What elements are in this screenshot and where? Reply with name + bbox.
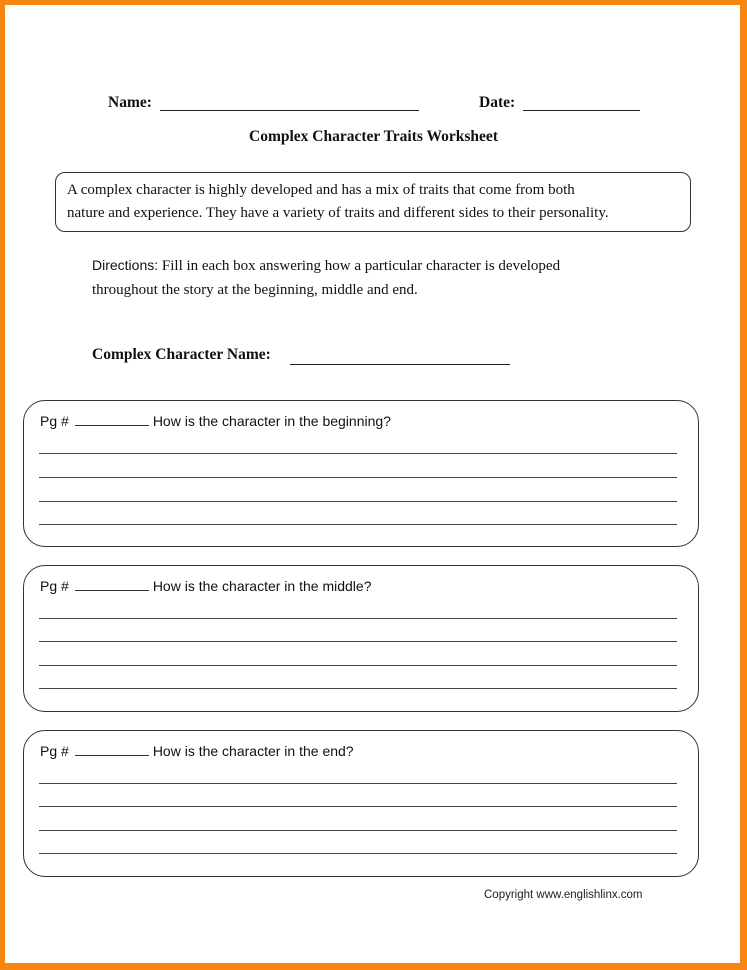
answer-box-middle — [23, 565, 699, 712]
answer-line-4[interactable] — [39, 524, 677, 525]
answer-line-1[interactable] — [39, 453, 677, 454]
definition-line-1: A complex character is highly developed and has a mix of traits that come from both — [67, 182, 575, 198]
answer-line-2[interactable] — [39, 477, 677, 478]
copyright-text: Copyright www.englishlinx.com — [484, 889, 643, 901]
question-text: How is the character in the beginning? — [152, 413, 391, 429]
date-label: Date: — [479, 94, 516, 111]
page-number-label: Pg # — [40, 413, 69, 429]
definition-box — [55, 172, 691, 232]
answer-line-3[interactable] — [39, 665, 677, 666]
page-number-field[interactable] — [75, 413, 149, 426]
page-number-label: Pg # — [40, 743, 69, 759]
name-label: Name: — [108, 94, 152, 111]
directions-text-2: throughout the story at the beginning, middle and end. — [92, 282, 418, 298]
name-field[interactable] — [160, 110, 419, 111]
answer-line-1[interactable] — [39, 783, 677, 784]
answer-line-4[interactable] — [39, 688, 677, 689]
definition-line-2: nature and experience. They have a variety of traits and different sides to their personality. — [67, 205, 609, 221]
answer-line-3[interactable] — [39, 830, 677, 831]
directions — [92, 253, 692, 302]
page-number-field[interactable] — [75, 578, 149, 591]
character-name-row — [92, 346, 271, 364]
page-number-label: Pg # — [40, 578, 69, 594]
prompt-row — [40, 578, 371, 594]
answer-line-2[interactable] — [39, 806, 677, 807]
answer-line-3[interactable] — [39, 501, 677, 502]
page-number-field[interactable] — [75, 743, 149, 756]
answer-line-4[interactable] — [39, 853, 677, 854]
question-text: How is the character in the middle? — [152, 578, 372, 594]
worksheet-title: Complex Character Traits Worksheet — [249, 128, 498, 145]
character-name-field[interactable] — [290, 364, 510, 365]
answer-line-2[interactable] — [39, 641, 677, 642]
directions-text-1: Fill in each box answering how a particular character is developed — [158, 258, 561, 274]
answer-line-1[interactable] — [39, 618, 677, 619]
character-name-label: Complex Character Name: — [92, 346, 271, 363]
prompt-row — [40, 413, 391, 429]
directions-label: Directions: — [92, 257, 159, 273]
question-text: How is the character in the end? — [152, 743, 354, 759]
prompt-row — [40, 743, 354, 759]
answer-box-end — [23, 730, 699, 877]
answer-box-beginning — [23, 400, 699, 547]
date-field[interactable] — [523, 110, 640, 111]
